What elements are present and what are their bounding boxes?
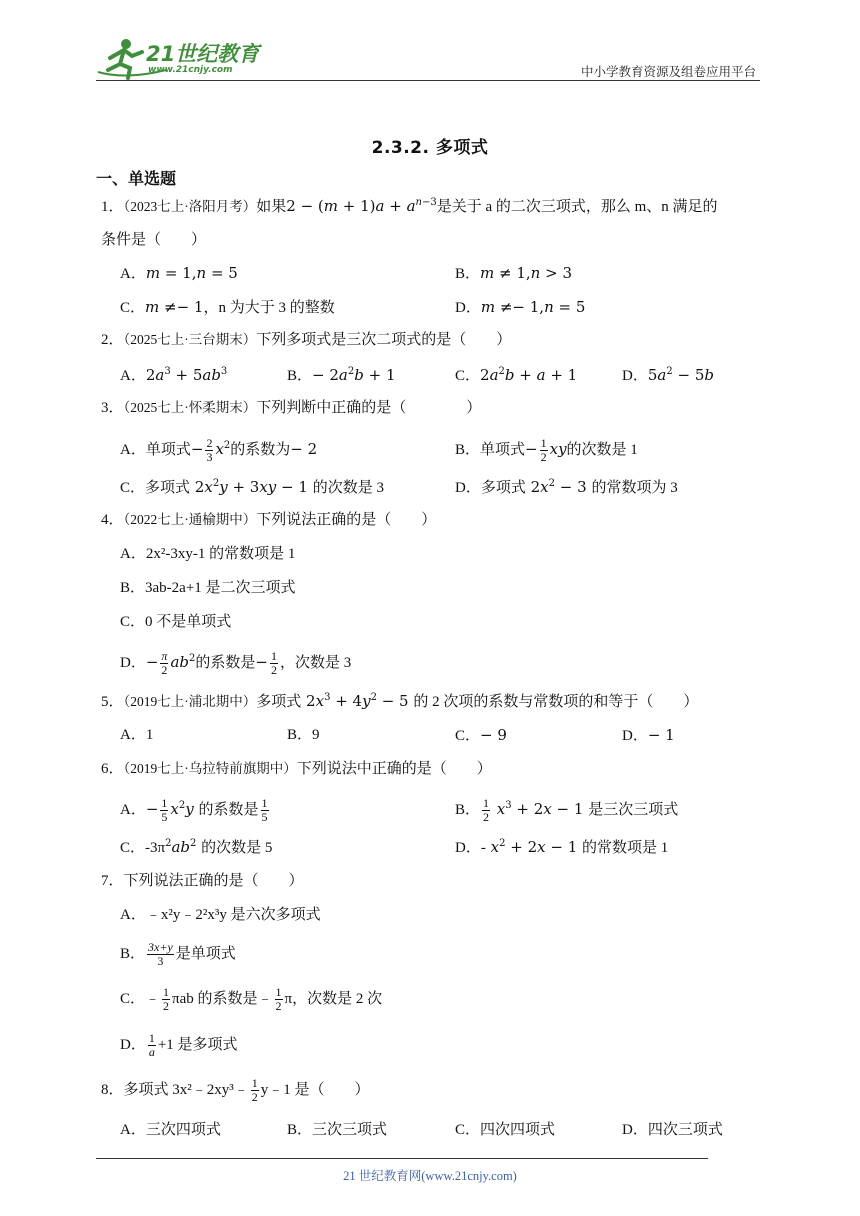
q1-option-d[interactable]: D．m ≠− 1,n = 5 (455, 298, 586, 316)
section-heading: 一、单选题 (96, 169, 177, 188)
q4-option-d[interactable]: D．− $\frac{\pi}{2}$ $ab^2$的系数是− $\frac{1}{2}$ ，次数是 3 (120, 649, 352, 678)
logo-text: 21世纪教育 (146, 42, 260, 66)
site-logo (96, 36, 266, 80)
q7-option-d[interactable]: D． $\frac{1}{a}$ +1 是多项式 (120, 1031, 238, 1060)
q2-option-c[interactable]: C．$2a^2b + a + 1$ (455, 366, 578, 384)
header-divider (96, 80, 760, 81)
q3-option-c[interactable]: C．多项式 $2x^2y + 3xy - 1$ 的次数是 3 (120, 478, 384, 496)
q8-option-a[interactable]: A．三次四项式 (120, 1122, 221, 1138)
q3-option-b[interactable]: B．单项式− $\frac{1}{2}$ xy的次数是 1 (455, 436, 638, 465)
question-2: 2．（2025七上·三台期末）下列多项式是三次二项式的是（ ） (101, 332, 512, 348)
q6-option-b[interactable]: B． $\frac{1}{2}$ $x^3 + 2x - 1$ 是三次三项式 (455, 796, 679, 825)
q5-option-b[interactable]: B．9 (287, 727, 320, 743)
q2-option-a[interactable]: A．$2a^3 + 5ab^3$ (120, 366, 228, 384)
q3-option-a[interactable]: A．单项式− $\frac{2}{3}$ $x^2$的系数为− 2 (120, 436, 318, 465)
question-7: 7．下列说法正确的是（ ） (101, 873, 304, 889)
question-5: 5．（2019七上·浦北期中）多项式 $2x^3 + 4y^2 - 5$ 的 2 次项的系数与常数项的和等于（ ） (101, 692, 699, 710)
logo-url: www.21cnjy.com (148, 65, 233, 75)
question-6: 6．（2019七上·乌拉特前旗期中）下列说法中正确的是（ ） (101, 761, 492, 777)
q8-option-b[interactable]: B．三次三项式 (287, 1122, 388, 1138)
q6-option-d[interactable]: D．- $x^2 + 2x - 1$ 的常数项是 1 (455, 838, 669, 856)
question-1: 1．（2023七上·洛阳月考）如果$2 - (m + 1)a + a^{n-3}$是关于 a 的二次三项式，那么 m、n 满足的 (101, 197, 718, 215)
q5-option-d[interactable]: D．− 1 (622, 726, 675, 744)
question-4: 4．（2022七上·通榆期中）下列说法正确的是（ ） (101, 512, 437, 528)
header-platform-text: 中小学教育资源及组卷应用平台 (580, 64, 756, 79)
q6-option-a[interactable]: A．− $\frac{1}{5}$ $x^2y$ 的系数是 $\frac{1}{5}$ (120, 796, 268, 825)
q6-option-c[interactable]: C．$-3\pi^2ab^2$ 的次数是 5 (120, 838, 273, 856)
q5-option-c[interactable]: C．− 9 (455, 726, 507, 744)
q3-option-d[interactable]: D．多项式 $2x^2 - 3$ 的常数项为 3 (455, 478, 678, 496)
question-3: 3．（2025七上·怀柔期末）下列判断中正确的是（ ） (101, 400, 482, 416)
footer-divider (96, 1158, 708, 1159)
q2-option-b[interactable]: B．− $2a^2b + 1$ (287, 366, 396, 384)
q5-option-a[interactable]: A．1 (120, 727, 154, 743)
q4-option-b[interactable]: B．3ab-2a+1 是二次三项式 (120, 580, 296, 596)
question-8: 8．多项式 3x²﹣2xy³﹣ $\frac{1}{2}$ y﹣1 是（ ） (101, 1076, 370, 1105)
q1-option-c[interactable]: C．m ≠− 1，n 为大于 3 的整数 (120, 298, 335, 316)
question-1-cont: 条件是（ ） (101, 232, 207, 248)
q7-option-c[interactable]: C．﹣ $\frac{1}{2}$ πab 的系数是﹣ $\frac{1}{2}$ π，次数是 2 次 (120, 985, 383, 1014)
q4-option-a[interactable]: A．2x²-3xy-1 的常数项是 1 (120, 546, 296, 562)
page-title: 2.3.2. 多项式 (371, 138, 489, 158)
q8-option-c[interactable]: C．四次四项式 (455, 1122, 556, 1138)
q2-option-d[interactable]: D．$5a^2 - 5b$ (622, 366, 714, 384)
footer-link[interactable]: 21 世纪教育网(www.21cnjy.com) (343, 1169, 517, 1183)
q4-option-c[interactable]: C．0 不是单项式 (120, 614, 232, 630)
q1-option-b[interactable]: B．m ≠ 1,n > 3 (455, 264, 572, 282)
q1-option-a[interactable]: A．m = 1,n = 5 (120, 264, 238, 282)
q7-option-a[interactable]: A．﹣x²y﹣2²x³y 是六次多项式 (120, 907, 321, 923)
q8-option-d[interactable]: D．四次三项式 (622, 1122, 723, 1138)
q7-option-b[interactable]: B． $\frac{3x+y}{3}$ 是单项式 (120, 940, 236, 969)
